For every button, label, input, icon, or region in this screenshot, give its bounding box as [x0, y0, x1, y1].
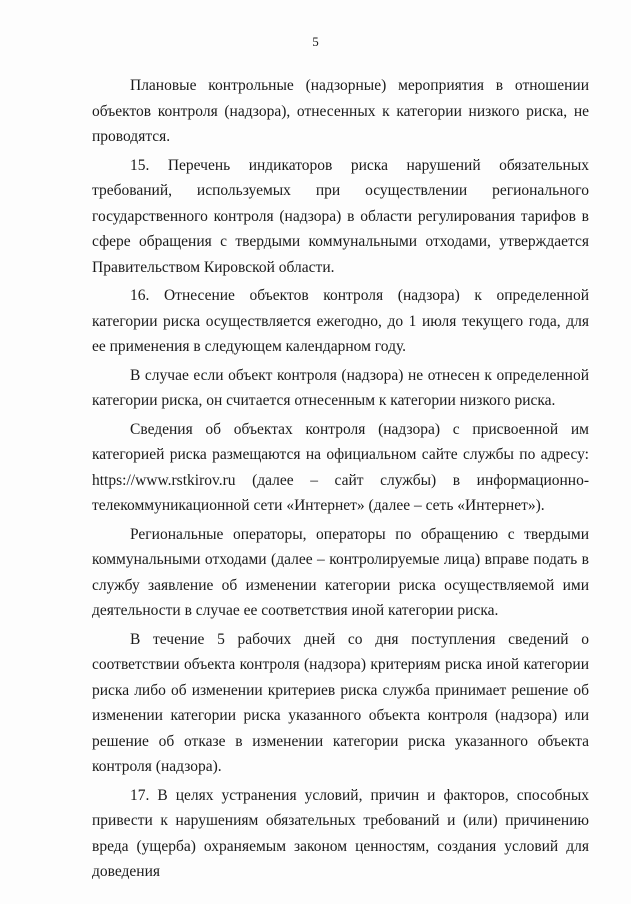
page-number: 5 [312, 34, 319, 49]
paragraph-planned-inspections: Плановые контрольные (надзорные) мероприятия в отношении объектов контроля (надзора), отнесенных к категории низкого риска, не проводятся. [92, 77, 589, 145]
paragraph-risk-info-publication: Сведения об объектах контроля (надзора) с присвоенной им категорией риска размещаются на официальном сайте службы по адресу: https://www.rstkirov.ru (далее – сайт службы) в информационно-телекоммуникационной сети «Интернет» (далее – сеть «Интернет»). [92, 420, 589, 514]
paragraph-low-risk-default: В случае если объект контроля (надзора) не отнесен к определенной категории риска, он считается отнесенным к категории низкого риска. [92, 366, 589, 409]
paragraph-decision-timeline: В течение 5 рабочих дней со дня поступления сведений о соответствии объекта контроля (надзора) критериям риска иной категории риска либо об изменении критериев риска служба принимает решение об изменении категории риска указанного объекта контроля (надзора) или решение об отказе в изменении категории риска указанного объекта контроля (надзора). [92, 630, 589, 775]
paragraph-17-prevention: 17. В целях устранения условий, причин и факторов, способных привести к нарушениям обязательных требований и (или) причинению вреда (ущерба) охраняемым законом ценностям, создания условий для доведения [92, 786, 589, 880]
document-body [92, 73, 589, 885]
paragraph-16-risk-categorization: 16. Отнесение объектов контроля (надзора) к определенной категории риска осуществляется ежегодно, до 1 июля текущего года, для ее применения в следующем календарном году. [92, 287, 589, 355]
paragraph-15-risk-indicators: 15. Перечень индикаторов риска нарушений обязательных требований, используемых при осуществлении регионального государственного контроля (надзора) в области регулирования тарифов в сфере обращения с твердыми коммунальными отходами, утверждается Правительством Кировской области. [92, 156, 589, 276]
paragraph-operators-application: Региональные операторы, операторы по обращению с твердыми коммунальными отходами (далее – контролируемые лица) вправе подать в службу заявление об изменении категории риска осуществляемой ими деятельности в случае ее соответствия иной категории риска. [92, 525, 589, 619]
